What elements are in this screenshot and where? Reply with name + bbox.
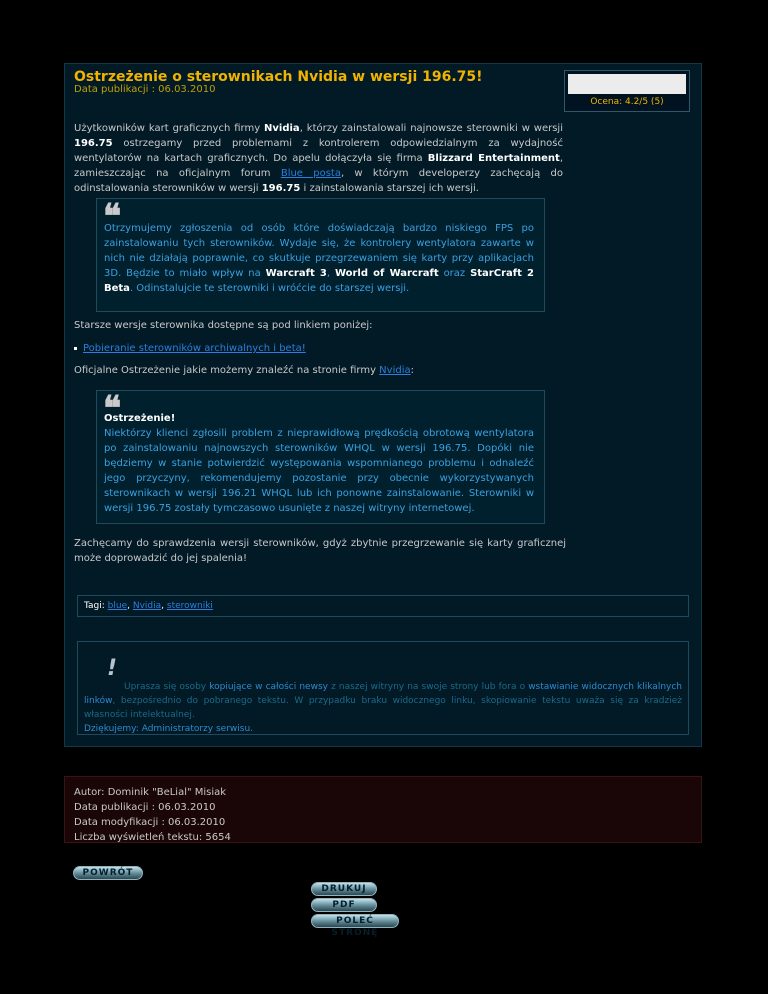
- tag-link[interactable]: Nvidia: [132, 601, 162, 611]
- quote-icon: ❝: [103, 389, 122, 429]
- tag-link[interactable]: blue: [107, 601, 128, 611]
- recommend-button[interactable]: POLEĆ STRONĘ: [311, 914, 399, 928]
- tags-label: Tagi:: [84, 601, 105, 611]
- blizzard-quote-text: Otrzymujemy zgłoszenia od osób które doświadczają bardzo niskiego FPS po zainstalowaniu tych sterowników. Wydaje się, że kontrolery wentylatora zawarte w nich nie działają poprawnie, co skutkuje przegrzewaniem się karty przy aplikacjach 3D. Będzie to miało wpływ na Warcraft 3, World of Warcraft oraz StarCraft 2 Beta. Odinstalujcie te sterowniki i wróćcie do starszej wersji.: [104, 223, 535, 294]
- closing-paragraph: Zachęcamy do sprawdzenia wersji sterowników, gdyż zbytnie przegrzewanie się karty graficznej może doprowadzić do jej spalenia!: [74, 538, 566, 564]
- author-name: Autor: Dominik "BeLial" Misiak: [74, 787, 227, 798]
- nvidia-link[interactable]: Nvidia: [379, 365, 411, 376]
- nvidia-quote: [96, 390, 545, 524]
- nvidia-quote-text: Ostrzeżenie! Niektórzy klienci zgłosili problem z nieprawidłową prędkością obrotową wentylatora po zainstalowaniu najnowszych sterowników WHQL w wersji 196.75. Dopóki nie będziemy w stanie potwierdzić występowania wspomnianego problemu i odnaleźć jego przyczyny, rekomendujemy pozostanie przy obecnie wykorzystywanych sterownikach w wersji 196.21 WHQL lub ich ponowne zainstalowanie. Sterowniki w wersji 196.75 zostały tymczasowo usunięte z naszej witryny internetowej.: [104, 413, 534, 514]
- print-button[interactable]: DRUKUJ: [311, 882, 377, 896]
- author-published: Data publikacji : 06.03.2010: [74, 802, 216, 813]
- article-panel: [64, 63, 702, 747]
- back-button[interactable]: POWRÓT: [73, 866, 143, 880]
- rating-text: Ocena: 4.2/5 (5): [590, 97, 664, 107]
- older-drivers-text: Starsze wersje sterownika dostępne są pod linkiem poniżej:: [74, 320, 373, 331]
- publication-date: Data publikacji : 06.03.2010: [74, 84, 216, 95]
- blue-post-link[interactable]: Blue posta: [280, 168, 341, 179]
- official-warning-intro: Oficjalne Ostrzeżenie jakie możemy znaleźć na stronie firmy Nvidia:: [74, 365, 414, 376]
- tags-bar: Tagi: blue, Nvidia, sterowniki: [77, 595, 689, 617]
- notice-text: Uprasza się osoby kopiujące w całości newsy z naszej witryny na swoje strony lub fora o wstawianie widocznych klikalnych linków, bezpośrednio do pobranego tekstu. W przypadku braku widocznego linku, skopiowanie tekstu uważa się za kradzież własności intelektualnej. Dziękujemy: Administratorzy serwisu.: [84, 682, 682, 734]
- intro-paragraph: Użytkowników kart graficznych firmy Nvidia, którzy zainstalowali najnowsze sterowniki w wersji 196.75 ostrzegamy przed problemami z kontrolerem odpowiedzialnym za wydajność wentylatorów na kartach graficznych. Do apelu dołączyła się firma Blizzard Entertainment, zamieszczając na oficjalnym forum Blue posta, w którym developerzy zachęcają do odinstalowania sterowników w wersji 196.75 i zainstalowania starszej ich wersji.: [74, 123, 563, 194]
- rating-widget: [564, 70, 690, 112]
- author-info-box: [64, 776, 702, 843]
- author-views: Liczba wyświetleń tekstu: 5654: [74, 832, 231, 843]
- archive-list-item: [74, 343, 306, 354]
- article-title: Ostrzeżenie o sterownikach Nvidia w wersji 196.75!: [74, 69, 483, 85]
- rating-bar[interactable]: [568, 74, 686, 94]
- tag-link[interactable]: sterowniki: [166, 601, 213, 611]
- copyright-notice: [77, 641, 689, 735]
- blizzard-quote: [96, 198, 545, 312]
- notice-thanks: Dziękujemy: Administratorzy serwisu.: [84, 724, 254, 734]
- exclamation-icon: !: [107, 656, 118, 681]
- author-modified: Data modyfikacji : 06.03.2010: [74, 817, 226, 828]
- archive-drivers-link[interactable]: Pobieranie sterowników archiwalnych i beta!: [83, 343, 306, 354]
- bullet-icon: [74, 347, 77, 350]
- pdf-button[interactable]: PDF: [311, 898, 377, 912]
- quote-icon: ❝: [103, 197, 122, 237]
